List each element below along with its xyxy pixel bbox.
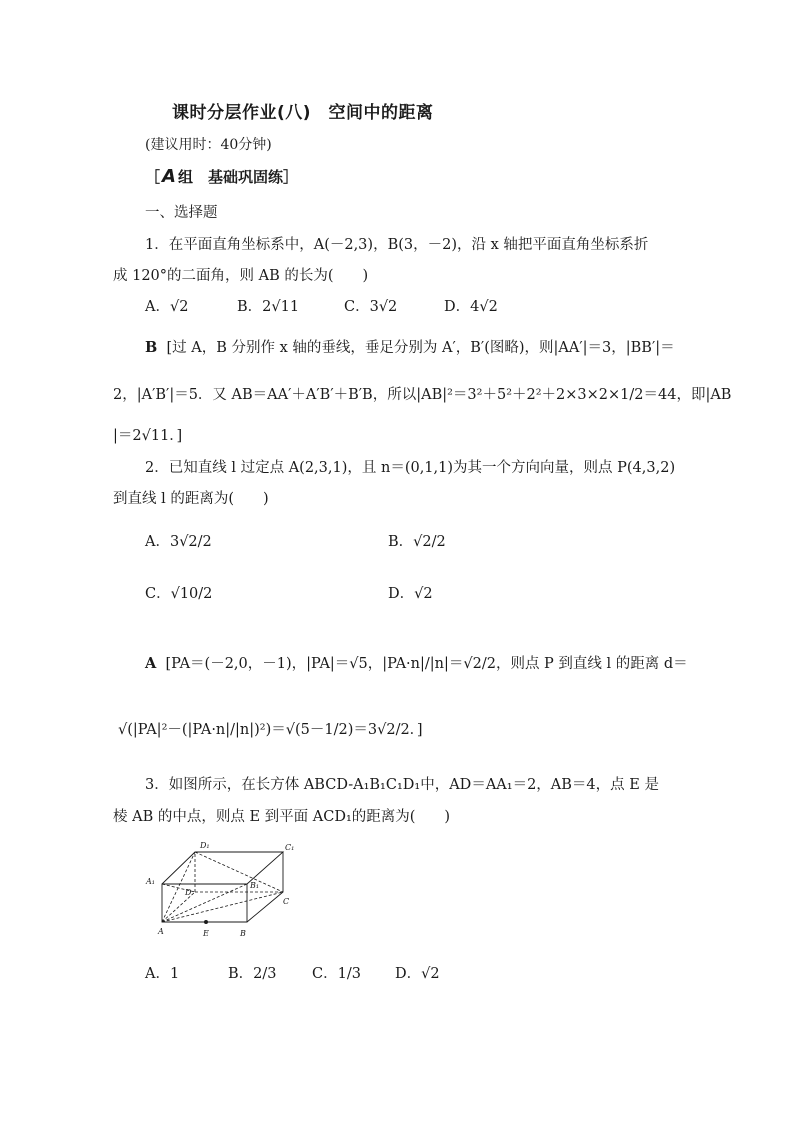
label-a1: A₁ [146,877,155,886]
label-c: C [283,897,290,906]
page-title: 课时分层作业(八) 空间中的距离 [172,103,434,123]
label-e: E [203,929,209,938]
q1-answer: B [145,339,158,356]
q3-stem-line2: 棱 AB 的中点，则点 E 到平面 ACD₁的距离为( ) [113,809,451,825]
q3-stem-line1: 3．如图所示，在长方体 ABCD-A₁B₁C₁D₁中，AD＝AA₁＝2，AB＝4，点 E 是 [145,777,659,793]
q1-option-b: B．2√11 [237,299,300,315]
bracket-open: ［ [145,168,161,186]
point-e [204,920,208,924]
q2-solution-text1: [PA＝(－2,0，－1)，|PA|＝√5，|PA·n|/|n|＝√2/2，则点 P 到直线 l 的距离 d＝ [165,656,688,672]
group-heading-text: 组 基础巩固练 [177,168,283,186]
diag-ad1 [162,852,195,922]
q3-option-d: D．√2 [395,966,440,982]
q2-option-d: D．√2 [388,586,433,602]
q2-answer: A [145,655,157,672]
q1-solution-line2: 2，|A′B′|＝5．又 AB＝AA′＋A′B′＋B′B，所以|AB|²＝3²＋5²＋2²＋2×3×2×1/2＝44，即|AB [113,387,732,403]
q2-solution-line2: √(|PA|²－(|PA·n|/|n|)²)＝√(5－1/2)＝3√2/2．] [118,722,423,738]
q1-option-c: C．3√2 [344,299,398,315]
q3-option-c: C．1/3 [312,966,361,982]
q1-option-a: A．√2 [145,299,189,315]
q1-option-d: D．4√2 [444,299,498,315]
q1-solution-line3: |＝2√11．] [113,428,183,444]
q2-option-b: B．√2/2 [388,534,446,550]
q3-option-b: B．2/3 [228,966,277,982]
label-a: A [158,927,164,936]
diag-d1c [195,852,283,892]
q2-stem-line2: 到直线 l 的距离为( ) [113,491,269,507]
section-heading: 一、选择题 [145,205,218,221]
label-d1: D₁ [200,841,210,850]
diag-ab1 [162,884,247,922]
label-d: D [185,888,192,897]
q1-solution-line1 [145,336,675,357]
group-heading [145,166,298,187]
q2-option-a: A．3√2/2 [145,534,212,550]
q2-solution-line1 [145,652,688,673]
label-b: B [240,929,246,938]
q1-stem-line1: 1．在平面直角坐标系中，A(－2,3)，B(3，－2)，沿 x 轴把平面直角坐标系折 [145,237,649,253]
group-letter: A [162,166,176,187]
bracket-close: ］ [282,168,298,186]
q2-stem-line1: 2．已知直线 l 过定点 A(2,3,1)，且 n＝(0,1,1)为其一个方向向量，则点 P(4,3,2) [145,460,676,476]
cuboid-figure [140,838,310,940]
top-face [162,852,283,884]
q2-option-c: C．√10/2 [145,586,213,602]
label-c1: C₁ [285,843,295,852]
label-b1: B₁ [250,881,260,890]
q1-stem-line2: 成 120°的二面角，则 AB 的长为( ) [113,268,369,284]
q1-solution-text1: [过 A，B 分别作 x 轴的垂线，垂足分别为 A′，B′(图略)，则|AA′|＝3，|BB′|＝ [166,340,675,356]
q3-option-a: A．1 [145,966,180,982]
time-note: (建议用时：40分钟) [145,137,272,153]
